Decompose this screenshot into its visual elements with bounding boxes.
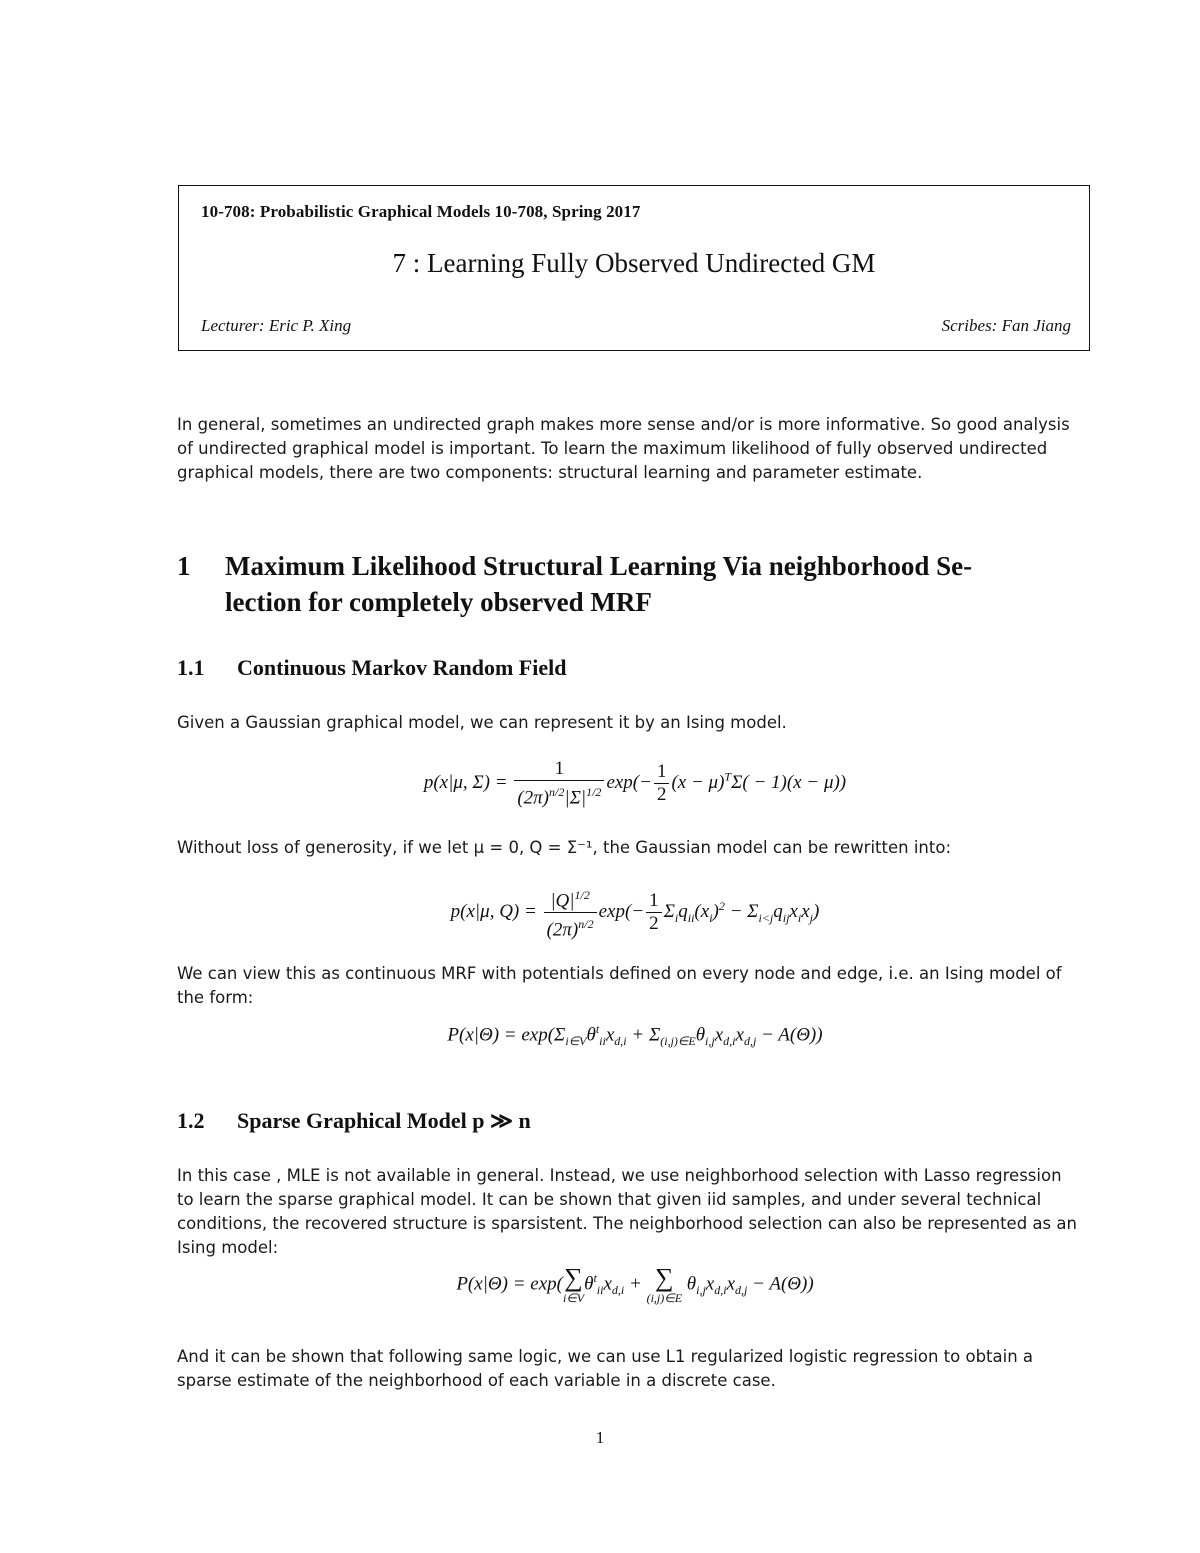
summation: ∑ (i,j)∈E bbox=[646, 1263, 683, 1305]
intro-line: of undirected graphical model is important. To learn the maximum likelihood of fully observed undirected bbox=[177, 439, 1048, 458]
paragraph bbox=[177, 1345, 1093, 1393]
paragraph-line: Without loss of generosity, if we let μ = 0, Q = Σ⁻¹, the Gaussian model can be rewritten into: bbox=[177, 838, 952, 857]
subsection-number: 1.2 bbox=[177, 1108, 205, 1133]
paragraph-line: In this case , MLE is not available in general. Instead, we use neighborhood selection with Lasso regression bbox=[177, 1166, 1062, 1185]
paragraph-line: Given a Gaussian graphical model, we can represent it by an Ising model. bbox=[177, 713, 787, 732]
paragraph bbox=[177, 836, 1093, 860]
course-title: 10-708: Probabilistic Graphical Models 10-708, Spring 2017 bbox=[201, 202, 641, 221]
intro-line: graphical models, there are two components: structural learning and parameter estimate. bbox=[177, 463, 923, 482]
subsection-number: 1.1 bbox=[177, 655, 205, 680]
lecture-header-box bbox=[178, 185, 1090, 351]
paragraph-line: Ising model: bbox=[177, 1238, 279, 1257]
paragraph-line: to learn the sparse graphical model. It can be shown that given iid samples, and under several technical bbox=[177, 1190, 1042, 1209]
intro-paragraph bbox=[177, 413, 1093, 485]
page-number: 1 bbox=[595, 1428, 605, 1447]
lecture-title: 7 : Learning Fully Observed Undirected GM bbox=[392, 248, 876, 278]
paragraph-line: And it can be shown that following same logic, we can use L1 regularized logistic regression to obtain a bbox=[177, 1347, 1034, 1366]
paragraph-line: the form: bbox=[177, 988, 254, 1007]
fraction: $\frac{1}{2}$ bbox=[646, 890, 662, 935]
equation-gaussian: p(x|μ, Σ) = $\frac{1}{(2\pi)^{n/2}|\Sigma|^{1/2}}$ exp(− $\frac{1}{2}$ $(x - \mu)^T\Sigma( - 1)(x - \mu)$) bbox=[423, 758, 847, 809]
intro-line: In general, sometimes an undirected graph makes more sense and/or is more informative. So good analysis bbox=[177, 415, 1070, 434]
section-number: 1 bbox=[177, 551, 191, 581]
equation-precision: p(x|μ, Q) = $\frac{|Q|^{1/2}}{(2\pi)^{n/2}}$ exp(− $\frac{1}{2}$ $\Sigma_iq_{ii}(x_i)^2 - \Sigma_{i<j}q_{ij}x_ix_j$) bbox=[177, 884, 1093, 942]
paragraph-line: sparse estimate of the neighborhood of each variable in a discrete case. bbox=[177, 1371, 776, 1390]
subsection-title: Sparse Graphical Model p ≫ n bbox=[237, 1108, 531, 1133]
scribes-name: Scribes: Fan Jiang bbox=[941, 316, 1071, 335]
lecturer-name: Lecturer: Eric P. Xing bbox=[201, 316, 352, 335]
paragraph-line: conditions, the recovered structure is sparsistent. The neighborhood selection can also be represented as an bbox=[177, 1214, 1077, 1233]
subsection-title: Continuous Markov Random Field bbox=[237, 655, 567, 680]
section-title-line: Maximum Likelihood Structural Learning Via neighborhood Se- bbox=[225, 551, 973, 581]
summation: ∑ i∈V bbox=[562, 1263, 585, 1305]
section-title-line: lection for completely observed MRF bbox=[225, 587, 652, 617]
equation-ising-form: $P(x|\Theta) = \exp(\Sigma_{i\in V}\theta^t_{ii}x_{d,i} + \Sigma_{(i,j)\in E}\theta_{i,j}x_{d,i}x_{d,j} - A(\Theta))$ bbox=[447, 1022, 823, 1049]
equation-neighborhood: P(x|Θ) = exp( ∑ i∈V $\theta^t_{ii}x_{d,i}$ + ∑ (i,j)∈E $\theta_{i,j}x_{d,i}x_{d,j} - A(\Theta)$) bbox=[456, 1263, 814, 1305]
paragraph bbox=[177, 1164, 1093, 1260]
section-heading bbox=[177, 548, 1093, 620]
paragraph bbox=[177, 962, 1093, 1010]
fraction: $\frac{|Q|^{1/2}}{(2\pi)^{n/2}}$ bbox=[544, 884, 597, 942]
paragraph bbox=[177, 711, 1093, 735]
fraction: $\frac{1}{2}$ bbox=[654, 761, 670, 806]
fraction: $\frac{1}{(2\pi)^{n/2}|\Sigma|^{1/2}}$ bbox=[514, 758, 604, 809]
paragraph-line: We can view this as continuous MRF with potentials defined on every node and edge, i.e. an Ising model of bbox=[177, 964, 1062, 983]
